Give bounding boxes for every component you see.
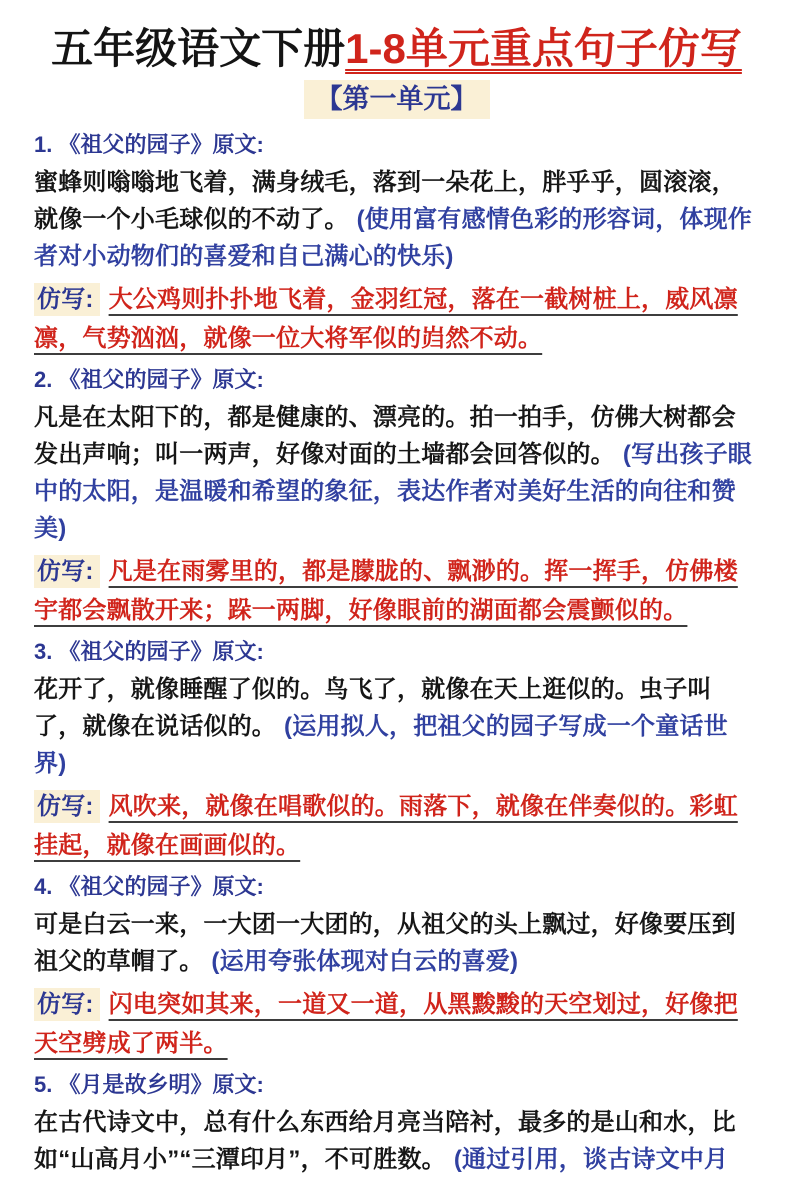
annotation-note: (运用夸张体现对白云的喜爱) (211, 948, 519, 975)
original-paragraph (34, 399, 759, 547)
fangxie-text: 大公鸡则扑扑地飞着，金羽红冠，落在一截树桩上，威风凛凛，气势汹汹，就像一位大将军似的岿然不动。 (34, 286, 738, 352)
annotation-note: (通过引用，谈古诗文中月 (453, 1146, 729, 1173)
exercise-item-3 (34, 637, 759, 865)
original-text: 蜜蜂则嗡嗡地飞着，满身绒毛，落到一朵花上，胖乎乎，圆滚滚，就像一个小毛球似的不动了。 (34, 169, 736, 233)
fangxie-paragraph (34, 280, 759, 358)
annotation-note: (运用拟人，把祖父的园子写成一个童话世界) (34, 713, 728, 777)
unit-header-row (34, 80, 759, 123)
annotation-note: (写出孩子眼中的太阳，是温暖和希望的象征，表达作者对美好生活的向往和赞美) (34, 441, 753, 542)
item-heading: 1. 《祖父的园子》原文: (34, 132, 264, 157)
original-text: 凡是在太阳下的，都是健康的、漂亮的。拍一拍手，仿佛大树都会发出声响；叫一两声，好像对面的土墙都会回答似的。 (34, 404, 736, 468)
page-title-grade: 五年级语文下册 (51, 25, 346, 72)
fangxie-label: 仿写: (34, 555, 100, 588)
page-title-topic: 1-8单元重点句子仿写 (345, 25, 742, 72)
original-paragraph (34, 1104, 759, 1178)
original-paragraph (34, 906, 759, 980)
item-heading: 3. 《祖父的园子》原文: (34, 639, 264, 664)
fangxie-paragraph (34, 985, 759, 1063)
fangxie-label: 仿写: (34, 283, 100, 316)
annotation-note: (使用富有感情色彩的形容词，体现作者对小动物们的喜爱和自己满心的快乐) (34, 206, 753, 270)
fangxie-paragraph (34, 552, 759, 630)
original-text: 在古代诗文中，总有什么东西给月亮当陪衬，最多的是山和水，比如“山高月小”“三潭印月”，不可胜数。 (34, 1109, 736, 1173)
item-heading: 5. 《月是故乡明》原文: (34, 1072, 264, 1097)
original-text: 花开了，就像睡醒了似的。鸟飞了，就像在天上逛似的。虫子叫了，就像在说话似的。 (34, 676, 712, 740)
fangxie-paragraph (34, 787, 759, 865)
original-text: 可是白云一来，一大团一大团的，从祖父的头上飘过，好像要压到祖父的草帽了。 (34, 911, 736, 975)
original-paragraph (34, 671, 759, 782)
exercise-item-2 (34, 365, 759, 630)
item-heading: 2. 《祖父的园子》原文: (34, 367, 264, 392)
exercise-item-1 (34, 130, 759, 358)
fangxie-text: 风吹来，就像在唱歌似的。雨落下，就像在伴奏似的。彩虹挂起，就像在画画似的。 (34, 793, 738, 859)
unit-badge: 【第一单元】 (304, 80, 490, 119)
exercise-item-5 (34, 1070, 759, 1178)
fangxie-text: 凡是在雨雾里的，都是朦胧的、飘渺的。挥一挥手，仿佛楼宇都会飘散开来；跺一两脚，好像眼前的湖面都会震颤似的。 (34, 558, 738, 624)
fangxie-label: 仿写: (34, 790, 100, 823)
original-paragraph (34, 164, 759, 275)
exercise-item-4 (34, 872, 759, 1063)
item-heading: 4. 《祖父的园子》原文: (34, 874, 264, 899)
fangxie-text: 闪电突如其来，一道又一道，从黑黢黢的天空划过，好像把天空劈成了两半。 (34, 991, 738, 1057)
page-title (34, 22, 759, 76)
fangxie-label: 仿写: (34, 988, 100, 1021)
